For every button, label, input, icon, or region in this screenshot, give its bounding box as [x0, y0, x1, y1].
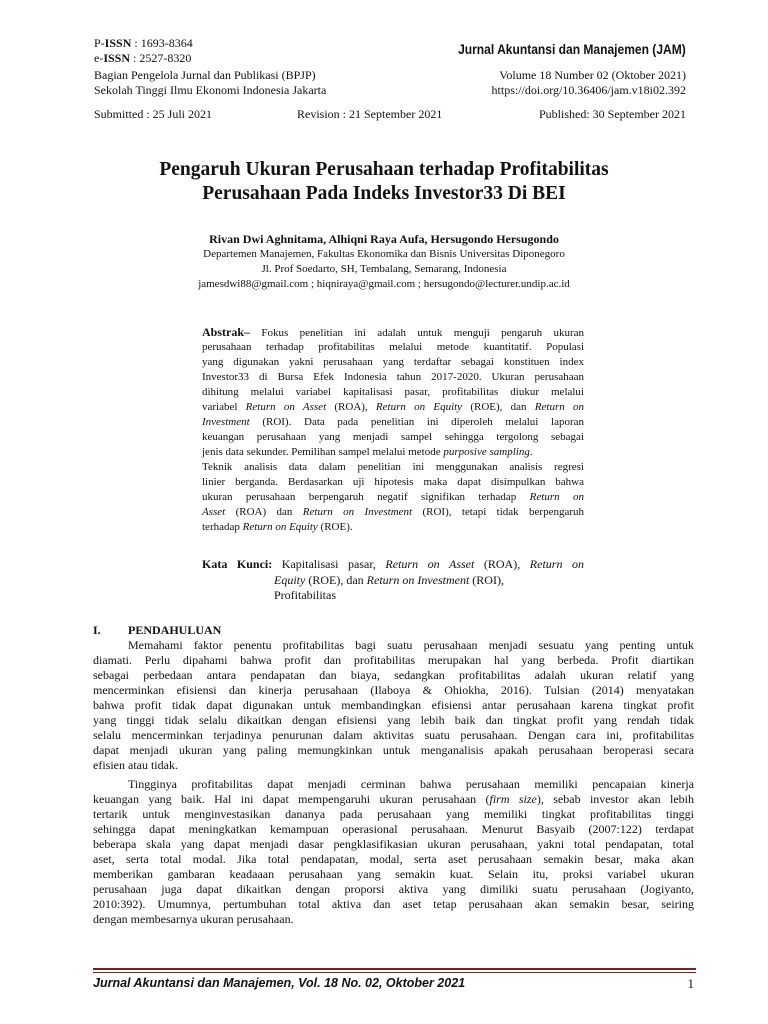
- body-line: 2010:392). Umumnya, pertumbuhan total aktiva dan aset tetap perusahaan akan semakin besar, seiring: [93, 897, 694, 911]
- paper-title-line1: Pengaruh Ukuran Perusahaan terhadap Profitabilitas: [159, 159, 609, 180]
- body-line: beberapa skala yang dapat menjadi dasar pengklasifikasian ukuran perusahaan, yakni total pendapatan, total: [93, 837, 694, 851]
- author-emails: jamesdwi88@gmail.com ; hiqniraya@gmail.com ; hersugondo@lecturer.undip.ac.id: [198, 278, 570, 290]
- section-heading: PENDAHULUAN: [128, 623, 222, 637]
- abstract-line: dihitung melalui variabel kapitalisasi pasar, profitabilitas diukur melalui: [202, 386, 584, 398]
- keywords-line: Profitabilitas: [274, 588, 336, 602]
- abstract-line: ukuran perusahaan berpengaruh negatif signifikan terhadap Return on: [202, 491, 584, 503]
- abstract-line: yang digunakan yakni perusahaan yang terdaftar sebagai konstituen index: [202, 356, 584, 368]
- body-paragraph-1: [93, 638, 694, 773]
- body-line: selalu mencerminkan terjadinya penurunan dalam aktivitas suatu perusahaan. Dengan cara ini, profitabilitas: [93, 728, 694, 742]
- body-line: keuangan yang baik. Hal ini dapat mempengaruhi ukuran perusahaan (firm size), sebab investor akan lebih: [93, 792, 694, 806]
- affiliation: Departemen Manajemen, Fakultas Ekonomika dan Bisnis Universitas Diponegoro: [203, 248, 565, 260]
- keywords-label: Kata Kunci:: [202, 557, 273, 571]
- paper-title-line2: Perusahaan Pada Indeks Investor33 Di BEI: [202, 183, 566, 204]
- published-date: Published: 30 September 2021: [539, 107, 686, 121]
- address: Jl. Prof Soedarto, SH, Tembalang, Semarang, Indonesia: [261, 263, 507, 275]
- body-line: mencerminkan efisiensi dan kinerja perusahaan (Ilaboya & Ohiokha, 2016). Tulsian (2014) menyatakan: [93, 683, 694, 697]
- body-line: Memahami faktor penentu profitabilitas bagi suatu perusahaan menjadi sesuatu yang penting untuk: [128, 638, 694, 652]
- e-issn: e-ISSN : 2527-8320: [94, 51, 192, 65]
- body-line: yang tinggi tidak selalu dikaitkan dengan efisiensi yang lebih baik dan tingkat profit yang rendah tidak: [93, 713, 694, 727]
- footer-rule-thin: [93, 972, 696, 973]
- submitted-date: Submitted : 25 Juli 2021: [94, 107, 213, 121]
- body-line: bahwa profit tidak dapat digunakan untuk membandingkan efisiensi antar perusahaan karena tingkat profit: [93, 698, 694, 712]
- abstract-line: jenis data sekunder. Pemilihan sampel melalui metode purposive sampling.: [202, 446, 533, 458]
- institution: Sekolah Tinggi Ilmu Ekonomi Indonesia Jakarta: [94, 83, 327, 97]
- section-number: I.: [93, 623, 101, 637]
- body-line: aset, serta total modal. Jika total pendapatan, modal, serta aset perusahaan semakin besar, maka akan: [93, 852, 694, 866]
- abstract-line: terhadap Return on Equity (ROE).: [202, 521, 353, 533]
- body-line: dapat menjadi ukuran yang paling memungkinkan untuk menganalisis apakah perusahaan beroperasi secara: [93, 743, 694, 757]
- footer-journal: Jurnal Akuntansi dan Manajemen, Vol. 18 No. 02, Oktober 2021: [93, 976, 466, 990]
- abstract-label: Abstrak–: [202, 325, 251, 339]
- publisher: Bagian Pengelola Jurnal dan Publikasi (BPJP): [94, 68, 316, 82]
- abstract-line: variabel Return on Asset (ROA), Return on Equity (ROE), dan Return on: [202, 401, 584, 413]
- keywords-line: Equity (ROE), dan Return on Investment (ROI),: [274, 573, 504, 587]
- abstract-line: Teknik analisis data dalam penelitian ini menggunakan analisis regresi: [202, 461, 584, 473]
- body-line: sehingga dapat meningkatkan kemampuan operasional perusahaan. Menurut Basyaib (2007:122) terdapat: [93, 822, 694, 836]
- body-line: memberikan gambaran keadaaan perusahaan yang semakin kuat. Selain itu, proksi variabel ukuran: [93, 867, 694, 881]
- journal-name: Jurnal Akuntansi dan Manajemen (JAM): [458, 41, 686, 57]
- volume: Volume 18 Number 02 (Oktober 2021): [499, 68, 686, 82]
- authors: Rivan Dwi Aghnitama, Alhiqni Raya Aufa, Hersugondo Hersugondo: [209, 232, 559, 246]
- footer-rule-thick: [93, 968, 696, 970]
- body-line: efisien atau tidak.: [93, 758, 178, 772]
- abstract-line: keuangan perusahaan yang menjadi sampel sehingga tergolong sebagai: [202, 431, 584, 443]
- body-line: Tingginya profitabilitas dapat menjadi cerminan bahwa perusahaan memiliki pencapaian kinerja: [128, 777, 694, 791]
- doi-link[interactable]: https://doi.org/10.36406/jam.v18i02.392: [491, 83, 686, 97]
- body-line: dengan membesarnya ukuran perusahaan.: [93, 912, 294, 926]
- body-line: tertarik untuk menginvestasikan dananya pada perusahaan yang memiliki tingkat profitabilitas tinggi: [93, 807, 694, 821]
- body-line: sebagai perbedaan antara pendapatan dan biaya, sedangkan profitabilitas adalah ukuran relatif yang: [93, 668, 694, 682]
- abstract-line: Abstrak– Fokus penelitian ini adalah untuk menguji pengaruh ukuran: [202, 325, 585, 339]
- abstract-line: Investment (ROI). Data pada penelitian ini diperoleh melalui laporan: [202, 416, 584, 428]
- abstract-line: Investor33 di Bursa Efek Indonesia tahun 2017-2020. Ukuran perusahaan: [202, 371, 584, 383]
- abstract-line: Asset (ROA) dan Return on Investment (ROI), tetapi tidak berpengaruh: [202, 506, 585, 518]
- p-issn: P-ISSN : 1693-8364: [94, 36, 193, 50]
- body-line: diamati. Perlu dipahami bahwa profit dan profitabilitas merupakan hal yang berbeda. Profit diartikan: [93, 653, 694, 667]
- body-paragraph-2: [93, 777, 694, 927]
- body-line: perusahaan juga dapat dikaitkan dengan proporsi aktiva yang dimiliki suatu perusahaan (Jogiyanto,: [93, 882, 694, 896]
- page-number: 1: [687, 976, 694, 991]
- revision-date: Revision : 21 September 2021: [297, 107, 443, 121]
- keywords-line: Kata Kunci: Kapitalisasi pasar, Return on Asset (ROA), Return on: [202, 557, 585, 571]
- abstract-line: perusahaan terhadap profitabilitas melalui metode kuantitatif. Populasi: [202, 341, 584, 353]
- abstract-line: linier berganda. Berdasarkan uji hipotesis maka dapat disimpulkan bahwa: [202, 476, 584, 488]
